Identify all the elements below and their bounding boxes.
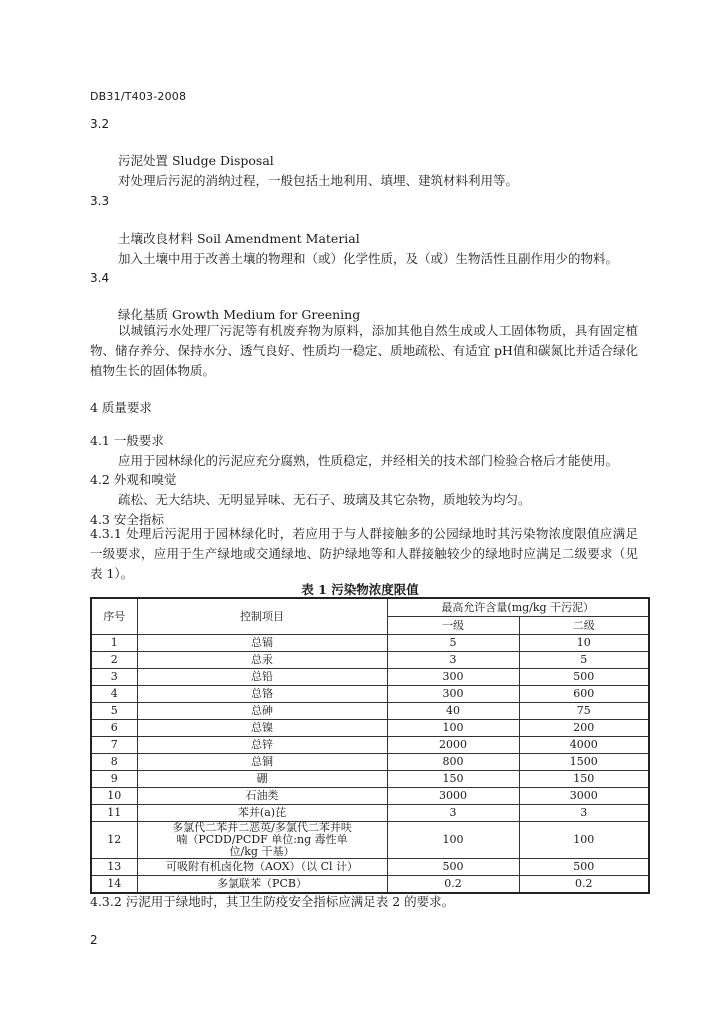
section-4-heading: 4 质量要求 — [90, 400, 152, 415]
page-number: 2 — [90, 933, 98, 947]
row-item: 石油类 — [137, 788, 387, 805]
standard-code: DB31/T403-2008 — [90, 90, 187, 103]
table-row — [91, 703, 649, 720]
table-row — [91, 876, 649, 894]
row-number: 2 — [91, 652, 137, 669]
table-row — [91, 720, 649, 737]
table-row — [91, 788, 649, 805]
table-row — [91, 771, 649, 788]
row-level-2: 3000 — [519, 788, 649, 805]
row-level-2: 0.2 — [519, 876, 649, 894]
table-row — [91, 822, 649, 859]
row-item: 总锌 — [137, 737, 387, 754]
row-number: 6 — [91, 720, 137, 737]
table-row — [91, 635, 649, 652]
row-level-1: 300 — [387, 686, 519, 703]
row-level-1: 3000 — [387, 788, 519, 805]
table-1-caption: 表 1 污染物浓度限值 — [301, 582, 419, 597]
clause-4-3-2-text: 4.3.2 污泥用于绿地时，其卫生防疫安全指标应满足表 2 的要求。 — [90, 894, 455, 909]
row-number: 9 — [91, 771, 137, 788]
row-number: 1 — [91, 635, 137, 652]
row-number: 3 — [91, 669, 137, 686]
clause-4-3-heading: 4.3 安全指标 — [90, 512, 164, 527]
table-row — [91, 652, 649, 669]
row-item: 多氯代二苯并二恶英/多氯代二苯并呋喃（PCDD/PCDF 单位:ng 毒性单位/kg 干基） — [137, 822, 387, 859]
row-level-1: 40 — [387, 703, 519, 720]
table-row — [91, 669, 649, 686]
clause-4-3-1-text: 4.3.1 处理后污泥用于园林绿化时，若应用于与人群接触多的公园绿地时其污染物浓度限值应满足一级要求，应用于生产绿地或交通绿地、防护绿地等和人群接触较少的绿地时应满足二级要求（见表 1）。 — [90, 526, 638, 581]
row-level-1: 2000 — [387, 737, 519, 754]
row-level-2: 1500 — [519, 754, 649, 771]
row-level-1: 800 — [387, 754, 519, 771]
row-number: 13 — [91, 859, 137, 876]
row-item: 总镉 — [137, 635, 387, 652]
row-item: 总铅 — [137, 669, 387, 686]
row-item: 硼 — [137, 771, 387, 788]
clause-4-2-heading: 4.2 外观和嗅觉 — [90, 472, 177, 487]
row-item: 总砷 — [137, 703, 387, 720]
row-item: 总铬 — [137, 686, 387, 703]
row-level-2: 5 — [519, 652, 649, 669]
row-item: 苯并(a)芘 — [137, 805, 387, 822]
row-level-2: 4000 — [519, 737, 649, 754]
row-number: 8 — [91, 754, 137, 771]
header-max-content: 最高允许含量(mg/kg 干污泥） — [387, 598, 649, 617]
table-row — [91, 754, 649, 771]
clause-4-1-heading: 4.1 一般要求 — [90, 433, 164, 448]
row-level-2: 100 — [519, 822, 649, 859]
row-number: 5 — [91, 703, 137, 720]
row-number: 14 — [91, 876, 137, 894]
term-sludge-disposal: 污泥处置 Sludge Disposal — [118, 153, 274, 168]
row-number: 10 — [91, 788, 137, 805]
row-level-1: 500 — [387, 859, 519, 876]
pollutant-limits-table — [90, 597, 650, 894]
row-level-2: 500 — [519, 859, 649, 876]
definition-soil-amendment: 加入土壤中用于改善土壤的物理和（或）化学性质，及（或）生物活性且副作用少的物料。 — [118, 251, 619, 266]
header-level-1: 一级 — [387, 617, 519, 635]
table-row — [91, 859, 649, 876]
definition-growth-medium: 以城镇污水处理厂污泥等有机废弃物为原料，添加其他自然生成或人工固体物质，具有固定植物、储存养分、保持水分、透气良好、性质均一稳定、质地疏松、有适宜 pH值和碳氮比并适合绿化植物生长的固体物质。 — [90, 323, 638, 378]
definition-sludge-disposal: 对处理后污泥的消纳过程，一般包括土地利用、填埋、建筑材料利用等。 — [118, 173, 519, 188]
row-level-1: 3 — [387, 652, 519, 669]
row-item: 总铜 — [137, 754, 387, 771]
row-number: 4 — [91, 686, 137, 703]
row-level-1: 100 — [387, 822, 519, 859]
row-number: 12 — [91, 822, 137, 859]
table-row — [91, 737, 649, 754]
row-item: 多氯联苯（PCB） — [137, 876, 387, 894]
row-level-1: 300 — [387, 669, 519, 686]
clause-4-1-text: 应用于园林绿化的污泥应充分腐熟，性质稳定，并经相关的技术部门检验合格后才能使用。 — [118, 453, 619, 468]
row-number: 7 — [91, 737, 137, 754]
row-level-1: 100 — [387, 720, 519, 737]
row-level-1: 3 — [387, 805, 519, 822]
row-level-1: 0.2 — [387, 876, 519, 894]
row-level-1: 150 — [387, 771, 519, 788]
clause-4-2-text: 疏松、无大结块、无明显异味、无石子、玻璃及其它杂物，质地较为均匀。 — [118, 492, 531, 507]
header-control-item: 控制项目 — [137, 598, 387, 635]
row-level-2: 600 — [519, 686, 649, 703]
clause-3-2-number: 3.2 — [90, 117, 110, 131]
table-row — [91, 805, 649, 822]
term-soil-amendment: 土壤改良材料 Soil Amendment Material — [118, 231, 360, 246]
header-level-2: 二级 — [519, 617, 649, 635]
clause-3-3-number: 3.3 — [90, 194, 110, 208]
row-level-2: 200 — [519, 720, 649, 737]
term-growth-medium: 绿化基质 Growth Medium for Greening — [118, 307, 361, 322]
row-level-2: 75 — [519, 703, 649, 720]
header-number: 序号 — [91, 598, 137, 635]
row-level-1: 5 — [387, 635, 519, 652]
row-level-2: 3 — [519, 805, 649, 822]
row-item: 总汞 — [137, 652, 387, 669]
row-item: 总镍 — [137, 720, 387, 737]
clause-3-4-number: 3.4 — [90, 271, 110, 285]
table-row — [91, 686, 649, 703]
row-level-2: 150 — [519, 771, 649, 788]
row-item: 可吸附有机卤化物（AOX）（以 Cl 计） — [137, 859, 387, 876]
row-level-2: 500 — [519, 669, 649, 686]
row-level-2: 10 — [519, 635, 649, 652]
row-number: 11 — [91, 805, 137, 822]
